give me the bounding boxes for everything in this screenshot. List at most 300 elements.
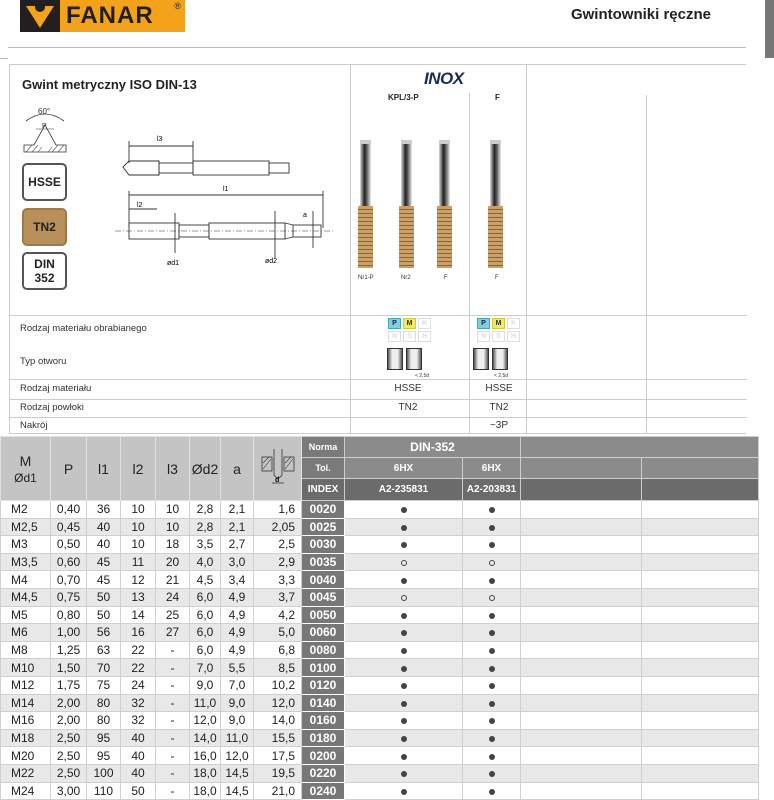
empty-cell (642, 536, 759, 554)
cell-m: M10 (1, 659, 51, 677)
index-label: INDEX (302, 479, 345, 501)
available-dot-icon (489, 754, 495, 760)
cell-idx: 0025 (302, 518, 345, 536)
available-dot-icon (489, 648, 495, 654)
cell-m: M18 (1, 729, 51, 747)
cell-drill: 3,7 (254, 588, 302, 606)
empty-cell (521, 659, 642, 677)
availability-cell (463, 588, 521, 606)
group-kpl3p: KPL/3-P (388, 93, 419, 102)
empty-cell (642, 588, 759, 606)
available-dot-icon (489, 630, 495, 636)
cell-l2: 50 (121, 782, 156, 800)
cell-drill: 19,5 (254, 764, 302, 782)
empty-cell (521, 676, 642, 694)
cell-p: 0,60 (51, 553, 87, 571)
available-dot-icon (401, 754, 407, 760)
availability-cell (345, 747, 463, 765)
cell-a: 2,1 (221, 501, 254, 519)
table-row (1, 676, 759, 694)
cell-l1: 45 (87, 553, 121, 571)
empty-cell (521, 518, 642, 536)
cell-idx: 0120 (302, 676, 345, 694)
cell-p: 1,75 (51, 676, 87, 694)
cell-d2: 11,0 (190, 694, 221, 712)
table-row (1, 553, 759, 571)
norma-value: DIN-352 (345, 437, 521, 458)
cell-idx: 0220 (302, 764, 345, 782)
cell-l2: 24 (121, 676, 156, 694)
prop-label: Rodzaj powłoki (20, 402, 84, 413)
pitch-label: P (42, 123, 47, 130)
available-dot-icon (489, 666, 495, 672)
cell-d2: 18,0 (190, 782, 221, 800)
availability-cell (463, 694, 521, 712)
empty-cell (521, 641, 642, 659)
cell-l3: 27 (156, 624, 190, 642)
empty-cell (521, 764, 642, 782)
available-dot-icon (401, 683, 407, 689)
cell-m: M2 (1, 501, 51, 519)
chamfer-value: ~3P (489, 420, 509, 431)
l2-label: l2 (137, 202, 143, 209)
empty-cell (521, 747, 642, 765)
on-order-dot-icon (401, 595, 407, 601)
cell-p: 0,50 (51, 536, 87, 554)
tap-label: F (444, 275, 448, 281)
cell-l3: 10 (156, 518, 190, 536)
cell-drill: 12,0 (254, 694, 302, 712)
cell-p: 3,00 (51, 782, 87, 800)
page-title: Gwintowniki ręczne (570, 6, 711, 23)
cell-drill: 21,0 (254, 782, 302, 800)
empty-cell (642, 641, 759, 659)
index-value: A2-203831 (463, 479, 521, 501)
col-header-p: P (51, 437, 87, 501)
cell-a: 2,1 (221, 518, 254, 536)
cell-drill: 10,2 (254, 676, 302, 694)
tap-label: Nr1-P (358, 275, 374, 281)
cell-m: M12 (1, 676, 51, 694)
cell-p: 2,50 (51, 747, 87, 765)
cell-m: M20 (1, 747, 51, 765)
cell-idx: 0200 (302, 747, 345, 765)
cell-drill: 6,8 (254, 641, 302, 659)
cell-a: 4,9 (221, 588, 254, 606)
on-order-dot-icon (489, 560, 495, 566)
material-badge-hsse: HSSE (22, 163, 67, 201)
cell-l3: 25 (156, 606, 190, 624)
cell-idx: 0240 (302, 782, 345, 800)
available-dot-icon (401, 736, 407, 742)
availability-cell (463, 624, 521, 642)
cell-l3: 10 (156, 501, 190, 519)
cell-idx: 0045 (302, 588, 345, 606)
available-dot-icon (489, 683, 495, 689)
availability-cell (345, 764, 463, 782)
d1-label: ød1 (167, 260, 180, 267)
cell-d2: 7,0 (190, 659, 221, 677)
cell-p: 1,00 (51, 624, 87, 642)
cell-p: 0,40 (51, 501, 87, 519)
table-row (1, 588, 759, 606)
prop-label: Rodzaj materiału obrabianego (20, 323, 147, 334)
cell-l3: 21 (156, 571, 190, 589)
cell-m: M24 (1, 782, 51, 800)
cell-m: M4,5 (1, 588, 51, 606)
header-empty (642, 458, 759, 479)
availability-cell (463, 553, 521, 571)
empty-cell (521, 606, 642, 624)
available-dot-icon (489, 525, 495, 531)
table-row (1, 501, 759, 519)
cell-drill: 1,6 (254, 501, 302, 519)
cell-a: 7,0 (221, 676, 254, 694)
table-row (1, 712, 759, 730)
available-dot-icon (489, 736, 495, 742)
cell-drill: 3,3 (254, 571, 302, 589)
availability-cell (463, 729, 521, 747)
cell-m: M2,5 (1, 518, 51, 536)
cell-a: 3,0 (221, 553, 254, 571)
cell-l1: 100 (87, 764, 121, 782)
cell-p: 0,75 (51, 588, 87, 606)
iso-material-groups: P M K N S H (477, 318, 525, 342)
cell-a: 14,5 (221, 782, 254, 800)
availability-cell (345, 588, 463, 606)
availability-cell (463, 676, 521, 694)
cell-p: 2,50 (51, 764, 87, 782)
cell-l3: 20 (156, 553, 190, 571)
availability-cell (345, 676, 463, 694)
availability-cell (345, 641, 463, 659)
cell-p: 0,80 (51, 606, 87, 624)
availability-cell (463, 764, 521, 782)
cell-d2: 4,0 (190, 553, 221, 571)
cell-d2: 4,5 (190, 571, 221, 589)
on-order-dot-icon (489, 595, 495, 601)
available-dot-icon (401, 525, 407, 531)
col-header-l1: l1 (87, 437, 121, 501)
empty-cell (521, 588, 642, 606)
cell-p: 2,00 (51, 712, 87, 730)
cell-d2: 3,5 (190, 536, 221, 554)
cell-l2: 40 (121, 764, 156, 782)
available-dot-icon (489, 701, 495, 707)
col-header-l3: l3 (156, 437, 190, 501)
header-empty (521, 458, 642, 479)
availability-cell (345, 712, 463, 730)
norma-label: Norma (302, 437, 345, 458)
available-dot-icon (401, 771, 407, 777)
cell-l2: 32 (121, 694, 156, 712)
empty-cell (642, 764, 759, 782)
empty-cell (521, 624, 642, 642)
hole-type-icon (473, 348, 508, 370)
cell-l1: 40 (87, 518, 121, 536)
cell-l1: 45 (87, 571, 121, 589)
cell-a: 14,5 (221, 764, 254, 782)
cell-m: M16 (1, 712, 51, 730)
cell-l1: 36 (87, 501, 121, 519)
tol-value: 6HX (463, 458, 521, 479)
divider (0, 58, 8, 59)
inox-label: INOX (424, 69, 464, 88)
col-header-a: a (221, 437, 254, 501)
table-row (1, 764, 759, 782)
cell-l3: - (156, 659, 190, 677)
tap-dimension-drawing (115, 113, 335, 293)
available-dot-icon (401, 648, 407, 654)
col-header-d2: Ød2 (190, 437, 221, 501)
cell-a: 9,0 (221, 712, 254, 730)
cell-d2: 6,0 (190, 641, 221, 659)
cell-l1: 95 (87, 747, 121, 765)
cell-d2: 12,0 (190, 712, 221, 730)
cell-d2: 6,0 (190, 606, 221, 624)
cell-l2: 22 (121, 659, 156, 677)
empty-cell (642, 782, 759, 800)
cell-l1: 80 (87, 694, 121, 712)
coating-value: TN2 (398, 402, 418, 413)
cell-a: 11,0 (221, 729, 254, 747)
prop-label: Nakrój (20, 420, 48, 431)
availability-cell (463, 606, 521, 624)
available-dot-icon (489, 542, 495, 548)
empty-cell (521, 782, 642, 800)
a-label: a (303, 212, 307, 219)
available-dot-icon (401, 613, 407, 619)
cell-idx: 0020 (302, 501, 345, 519)
empty-cell (642, 624, 759, 642)
cell-l1: 80 (87, 712, 121, 730)
empty-cell (642, 571, 759, 589)
group-f: F (495, 93, 500, 102)
empty-cell (642, 553, 759, 571)
availability-cell (345, 571, 463, 589)
available-dot-icon (401, 666, 407, 672)
table-row (1, 536, 759, 554)
hole-type-icon (387, 348, 422, 370)
cell-d2: 14,0 (190, 729, 221, 747)
cell-l2: 11 (121, 553, 156, 571)
available-dot-icon (401, 630, 407, 636)
table-row (1, 518, 759, 536)
material-value: HSSE (485, 383, 513, 394)
cell-d2: 6,0 (190, 588, 221, 606)
cell-a: 4,9 (221, 606, 254, 624)
angle-label: 60° (38, 107, 51, 116)
empty-cell (642, 694, 759, 712)
cell-a: 4,9 (221, 624, 254, 642)
availability-cell (463, 782, 521, 800)
cell-a: 4,9 (221, 641, 254, 659)
col-header-drill (254, 437, 302, 501)
availability-cell (463, 712, 521, 730)
empty-cell (642, 676, 759, 694)
table-row (1, 729, 759, 747)
tol-value: 6HX (345, 458, 463, 479)
header-empty (521, 437, 759, 458)
empty-cell (642, 606, 759, 624)
tap-image (399, 140, 414, 270)
availability-cell (345, 624, 463, 642)
cell-l1: 50 (87, 606, 121, 624)
cell-m: M22 (1, 764, 51, 782)
availability-cell (463, 518, 521, 536)
fanar-logo (20, 0, 185, 32)
available-dot-icon (401, 718, 407, 724)
empty-cell (642, 659, 759, 677)
cell-l3: - (156, 764, 190, 782)
availability-cell (345, 694, 463, 712)
cell-l1: 56 (87, 624, 121, 642)
cell-d2: 9,0 (190, 676, 221, 694)
d2-label: ød2 (265, 258, 278, 265)
cell-l1: 110 (87, 782, 121, 800)
cell-p: 2,50 (51, 729, 87, 747)
cell-l2: 16 (121, 624, 156, 642)
cell-a: 9,0 (221, 694, 254, 712)
cell-idx: 0080 (302, 641, 345, 659)
available-dot-icon (489, 789, 495, 795)
cell-idx: 0050 (302, 606, 345, 624)
cell-drill: 17,5 (254, 747, 302, 765)
logo-mark-icon (20, 0, 60, 32)
availability-cell (345, 606, 463, 624)
prop-label: Typ otworu (20, 356, 67, 367)
cell-l2: 10 (121, 501, 156, 519)
table-row (1, 694, 759, 712)
empty-cell (642, 501, 759, 519)
cell-l2: 40 (121, 729, 156, 747)
tap-label: F (495, 275, 499, 281)
cell-m: M3,5 (1, 553, 51, 571)
cell-idx: 0060 (302, 624, 345, 642)
cell-drill: 2,5 (254, 536, 302, 554)
available-dot-icon (401, 578, 407, 584)
tap-image (358, 140, 373, 270)
cell-m: M8 (1, 641, 51, 659)
cell-a: 3,4 (221, 571, 254, 589)
cell-p: 0,70 (51, 571, 87, 589)
cell-l3: - (156, 694, 190, 712)
available-dot-icon (489, 578, 495, 584)
index-value: A2-235831 (345, 479, 463, 501)
header-empty (521, 479, 642, 501)
cell-idx: 0040 (302, 571, 345, 589)
col-header-m: M Ød1 (1, 437, 51, 501)
table-row (1, 659, 759, 677)
prop-label: Rodzaj materiału (20, 383, 92, 394)
cell-p: 1,25 (51, 641, 87, 659)
cell-idx: 0180 (302, 729, 345, 747)
drill-hole-icon (260, 445, 296, 489)
product-info-panel (9, 64, 746, 434)
cell-l2: 10 (121, 536, 156, 554)
empty-cell (521, 694, 642, 712)
norm-badge-din352: DIN 352 (22, 252, 67, 290)
availability-cell (463, 536, 521, 554)
coating-value: TN2 (489, 402, 509, 413)
cell-drill: 2,05 (254, 518, 302, 536)
section-title: Gwint metryczny ISO DIN-13 (22, 77, 197, 92)
cell-l3: - (156, 712, 190, 730)
cell-p: 2,00 (51, 694, 87, 712)
availability-cell (345, 553, 463, 571)
dimensions-table (0, 436, 759, 800)
cell-l2: 12 (121, 571, 156, 589)
cell-l2: 14 (121, 606, 156, 624)
empty-cell (521, 571, 642, 589)
cell-p: 0,45 (51, 518, 87, 536)
available-dot-icon (489, 507, 495, 513)
tap-image (437, 140, 452, 270)
availability-cell (345, 501, 463, 519)
empty-cell (521, 553, 642, 571)
available-dot-icon (489, 771, 495, 777)
cell-d2: 2,8 (190, 501, 221, 519)
cell-drill: 2,9 (254, 553, 302, 571)
cell-idx: 0035 (302, 553, 345, 571)
thread-profile-icon (22, 107, 68, 153)
scrollbar[interactable] (765, 0, 774, 58)
available-dot-icon (401, 507, 407, 513)
cell-l2: 10 (121, 518, 156, 536)
cell-l1: 63 (87, 641, 121, 659)
hole-note: < 2,5d (415, 373, 430, 379)
available-dot-icon (401, 701, 407, 707)
svg-text:d: d (274, 477, 279, 484)
cell-l2: 32 (121, 712, 156, 730)
availability-cell (463, 641, 521, 659)
availability-cell (463, 747, 521, 765)
header-empty (642, 479, 759, 501)
cell-d2: 6,0 (190, 624, 221, 642)
cell-l3: 18 (156, 536, 190, 554)
cell-drill: 4,2 (254, 606, 302, 624)
table-row (1, 606, 759, 624)
cell-drill: 14,0 (254, 712, 302, 730)
l1-label: l1 (223, 186, 229, 193)
table-row (1, 641, 759, 659)
registered-mark: ® (174, 1, 182, 11)
empty-cell (642, 518, 759, 536)
cell-l3: - (156, 641, 190, 659)
available-dot-icon (489, 718, 495, 724)
cell-drill: 15,5 (254, 729, 302, 747)
cell-m: M4 (1, 571, 51, 589)
table-row (1, 624, 759, 642)
available-dot-icon (401, 789, 407, 795)
cell-idx: 0140 (302, 694, 345, 712)
divider (8, 47, 746, 48)
empty-cell (642, 712, 759, 730)
cell-d2: 16,0 (190, 747, 221, 765)
tol-label: Tol. (302, 458, 345, 479)
cell-drill: 8,5 (254, 659, 302, 677)
cell-a: 2,7 (221, 536, 254, 554)
availability-cell (345, 536, 463, 554)
cell-l1: 40 (87, 536, 121, 554)
empty-cell (521, 729, 642, 747)
table-row (1, 747, 759, 765)
cell-a: 12,0 (221, 747, 254, 765)
availability-cell (345, 518, 463, 536)
hole-note: < 2,5d (494, 373, 509, 379)
cell-idx: 0100 (302, 659, 345, 677)
availability-cell (463, 571, 521, 589)
